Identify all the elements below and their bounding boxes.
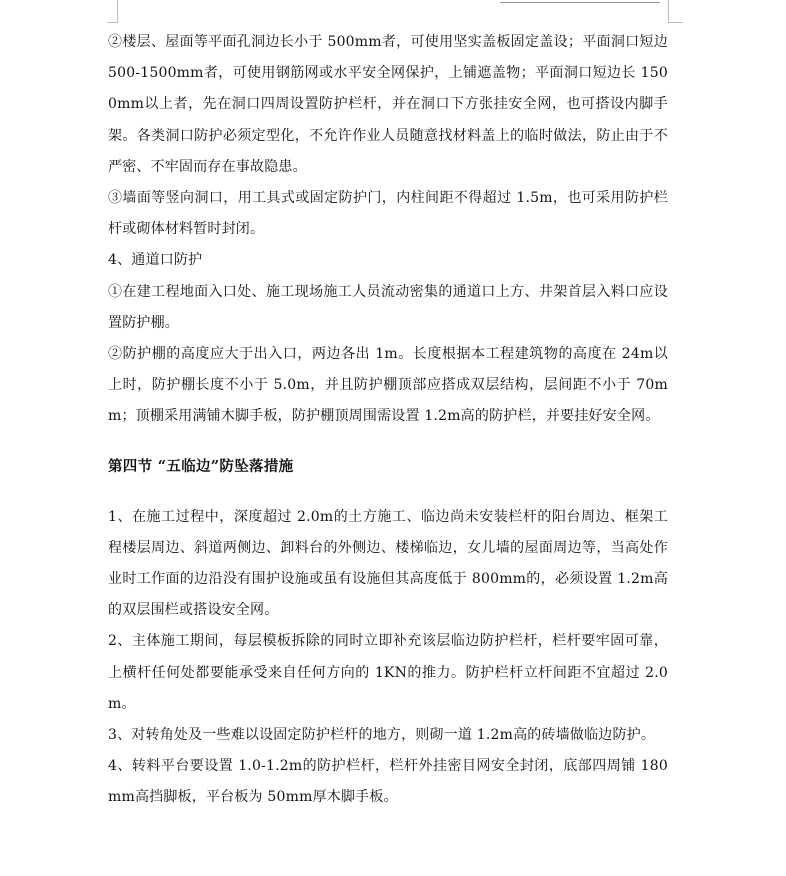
page-header-rule [500, 0, 660, 3]
paragraph-edge-3: 3、对转角处及一些难以设固定防护栏杆的地方，则砌一道 1.2m高的砖墙做临边防护。 [108, 727, 656, 744]
document-body [108, 27, 668, 814]
paragraph-shed-height: ②防护棚的高度应大于出入口，两边各出 1m。长度根据本工程建筑物的高度在 24m以上时，防护棚长度不小于 5.0m，并且防护棚顶部应搭成双层结构，层间距不小于 70mm；顶棚采用满铺木脚手板，防护棚顶周围需设置 1.2m高的防护栏，并要挂好安全网。 [108, 346, 668, 425]
paragraph-passage-title: 4、通道口防护 [108, 252, 203, 269]
paragraph-wall-openings: ③墙面等竖向洞口，用工具式或固定防护门，内柱间距不得超过 1.5m，也可采用防护栏杆或砌体材料暂时封闭。 [108, 190, 668, 238]
paragraph-edge-2: 2、主体施工期间，每层模板拆除的同时立即补充该层临边防护栏杆，栏杆要牢固可靠，上横杆任何处都要能承受来自任何方向的 1KN的推力。防护栏杆立杆间距不宜超过 2.0m。 [108, 633, 668, 712]
heading-spacer [108, 482, 668, 502]
section-heading: 第四节 “五临边”防坠落措施 [108, 457, 294, 475]
right-margin-corner-mark [668, 0, 683, 23]
paragraph-edge-4: 4、转料平台要设置 1.0-1.2m的防护栏杆，栏杆外挂密目网安全封闭，底部四周铺 180mm高挡脚板，平台板为 50mm厚木脚手板。 [108, 758, 668, 806]
left-margin-corner-mark [107, 0, 118, 23]
paragraph-opening-cover: ②楼层、屋面等平面孔洞边长小于 500mm者，可使用坚实盖板固定盖设；平面洞口短边 500-1500mm者，可使用钢筋网或水平安全网保护，上铺遮盖物；平面洞口短边长 1500mm以上者，先在洞口四周设置防护栏杆，并在洞口下方张挂安全网，也可搭设内脚手架。各类洞口防护必须定型化，不允许作业人员随意找材料盖上的临时做法，防止由于不严密、不牢固而存在事故隐患。 [108, 34, 668, 175]
paragraph-passage-shed: ①在建工程地面入口处、施工现场施工人员流动密集的通道口上方、井架首层入料口应设置防护棚。 [108, 283, 668, 331]
paragraph-edge-1: 1、在施工过程中，深度超过 2.0m的土方施工、临边尚未安装栏杆的阳台周边、框架工程楼层周边、斜道两侧边、卸料台的外侧边、楼梯临边，女儿墙的屋面周边等，当高处作业时工作面的边沿没有围护设施或虽有设施但其高度低于 800mm的，必须设置 1.2m高的双层围栏或搭设安全网。 [108, 508, 668, 619]
